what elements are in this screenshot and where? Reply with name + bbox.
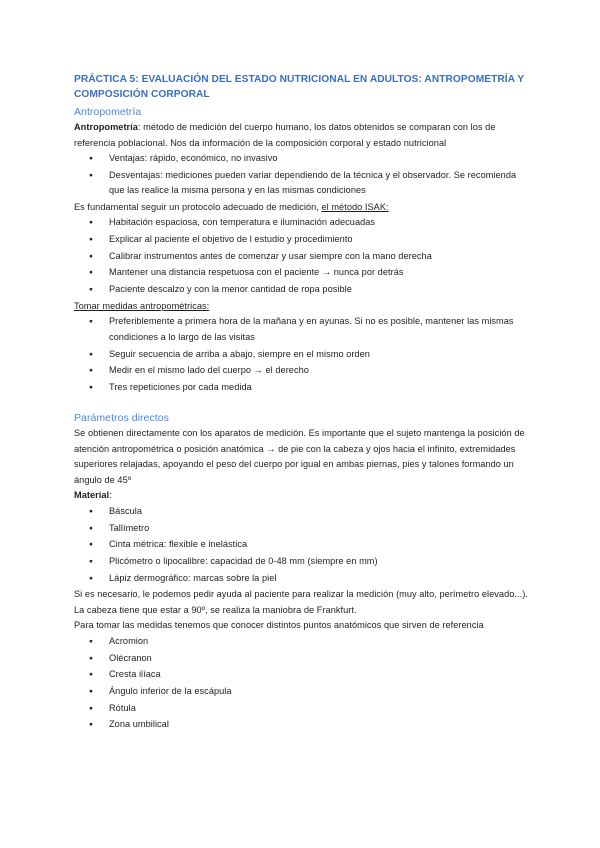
list-item: ● Calibrar instrumentos antes de comenzar y usar siempre con la mano derecha [74, 249, 534, 265]
list-item: ● Báscula [74, 504, 534, 520]
list-item: ● Explicar al paciente el objetivo de l estudio y procedimiento [74, 232, 534, 248]
list-item: ● Rótula [74, 701, 534, 717]
material-heading [74, 488, 534, 504]
definition-term: Antropometría [74, 122, 138, 132]
help-paragraph: Si es necesario, le podemos pedir ayuda al paciente para realizar la medición (muy alto, perímetro elevado...). La cabeza tiene que estar a 90º, se realiza la maniobra de Frankfurt. [74, 589, 528, 615]
isak-list [74, 215, 534, 297]
landmarks-intro: Para tomar las medidas tenemos que conocer distintos puntos anatómicos que sirven de referencia [74, 620, 484, 631]
definition-text: : método de medición del cuerpo humano, los datos obtenidos se comparan con los de referencia poblacional. Nos da información de la composición corporal y estado nutricional [74, 122, 496, 148]
list-item: ● Acromion [74, 634, 534, 650]
landmarks-list [74, 634, 534, 733]
list-item: ● Ventajas: rápido, económico, no invasivo [74, 151, 534, 167]
list-item: ● Tallímetro [74, 521, 534, 537]
list-item: ● Zona umbilical [74, 717, 534, 733]
material-label: Material [74, 490, 110, 501]
antropometria-definition [74, 120, 534, 151]
list-item: ● Paciente descalzo y con la menor cantidad de ropa posible [74, 282, 534, 298]
list-item: ● Lápiz dermográfico: marcas sobre la piel [74, 571, 534, 587]
list-item: ● Ángulo inferior de la escápula [74, 684, 534, 700]
measures-list [74, 314, 534, 395]
list-item: ● Tres repeticiones por cada medida [74, 380, 534, 396]
section-heading-antropometria: Antropometría [74, 106, 142, 118]
list-item: ● Cresta ilíaca [74, 667, 534, 683]
isak-intro [74, 200, 534, 216]
list-item: ● Mantener una distancia respetuosa con el paciente → nunca por detrás [74, 265, 534, 281]
list-item: ● Preferiblemente a primera hora de la mañana y en ayunas. Si no es posible, mantener las mismas condiciones a lo largo de las visitas [74, 314, 534, 345]
section-heading-parametros: Parámetros directos [74, 412, 169, 425]
isak-intro-text: Es fundamental seguir un protocolo adecuado de medición, [74, 201, 322, 212]
list-item: ● Cinta métrica: flexible e inelástica [74, 537, 534, 553]
pros-cons-list [74, 151, 534, 199]
material-list [74, 504, 534, 586]
parametros-intro: Se obtienen directamente con los aparatos de medición. Es importante que el sujeto mantenga la posición de atención antropométrica o posición anatómica → de pie con la cabeza y ojos hacia el infinito, extremidades superiores relajadas, apoyando el peso del cuerpo por igual en ambas piernas, pies y talones formando un ángulo de 45º [74, 428, 525, 485]
list-item: ● Plicómetro o lipocalibre: capacidad de 0-48 mm (siempre en mm) [74, 554, 534, 570]
measures-heading: Tomar medidas antropométricas: [74, 300, 210, 311]
list-item: ● Habitación espaciosa, con temperatura e iluminación adecuadas [74, 215, 534, 231]
isak-method-underlined: el método ISAK: [321, 201, 389, 212]
list-item: ● Desventajas: mediciones pueden variar dependiendo de la técnica y el observador. Se recomienda que las realice la misma persona y en las mismas condiciones [74, 168, 534, 199]
list-item: ● Olécranon [74, 651, 534, 667]
list-item: ● Seguir secuencia de arriba a abajo, siempre en el mismo orden [74, 347, 534, 363]
document-title: PRÁCTICA 5: EVALUACIÓN DEL ESTADO NUTRICIONAL EN ADULTOS: ANTROPOMETRÍA Y COMPOSICIÓN CORPORAL [74, 74, 525, 100]
document-body [74, 72, 534, 734]
material-colon: : [109, 490, 112, 501]
list-item: ● Medir en el mismo lado del cuerpo → el derecho [74, 363, 534, 379]
